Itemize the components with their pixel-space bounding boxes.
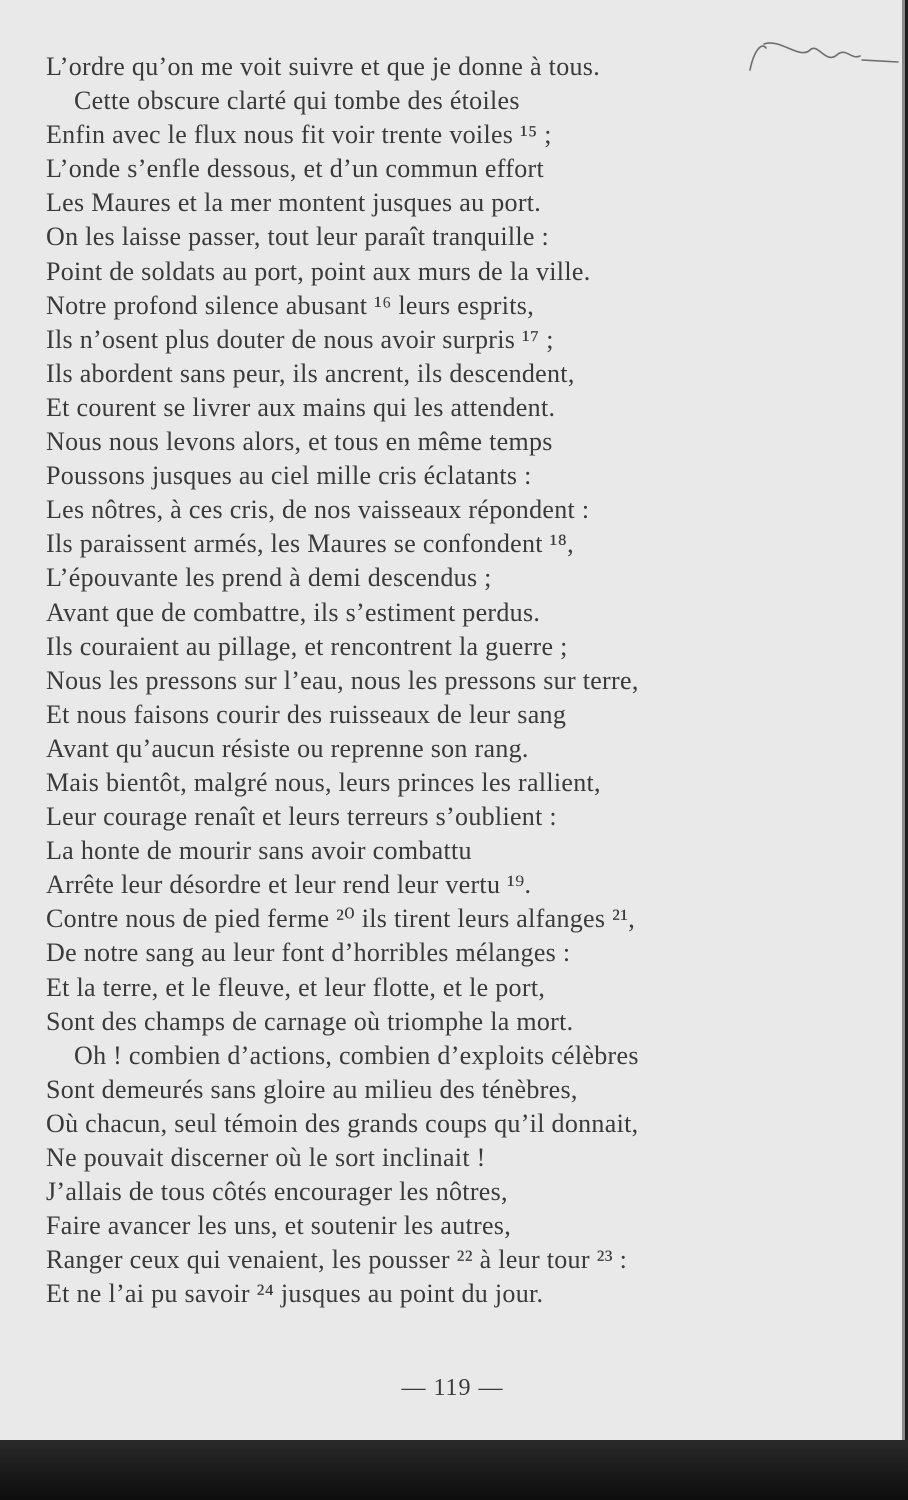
verse-line: Avant que de combattre, ils s’estiment perdus. xyxy=(46,597,541,627)
verse-line: Mais bientôt, malgré nous, leurs princes les rallient, xyxy=(46,767,601,797)
verse-line: L’ordre qu’on me voit suivre et que je donne à tous. xyxy=(46,52,601,81)
verse-line: Notre profond silence abusant ¹⁶ leurs esprits, xyxy=(46,290,535,320)
verse-line: Ils couraient au pillage, et rencontrent la guerre ; xyxy=(46,631,568,661)
verse-line: Faire avancer les uns, et soutenir les autres, xyxy=(46,1211,512,1241)
verse-line: Ils n’osent plus douter de nous avoir surpris ¹⁷ ; xyxy=(46,324,554,354)
verse-line: L’onde s’enfle dessous, et d’un commun effort xyxy=(46,154,545,184)
verse-line: Leur courage renaît et leurs terreurs s’oublient : xyxy=(46,802,557,832)
verse-line: Sont des champs de carnage où triomphe la mort. xyxy=(46,1006,574,1036)
verse-line: Où chacun, seul témoin des grands coups qu’il donnait, xyxy=(46,1108,639,1138)
verse-line: Poussons jusques au ciel mille cris éclatants : xyxy=(46,461,532,491)
verse-line: Les nôtres, à ces cris, de nos vaisseaux répondent : xyxy=(46,495,590,525)
verse-line: Enfin avec le flux nous fit voir trente voiles ¹⁵ ; xyxy=(46,120,552,150)
verse-line: Sont demeurés sans gloire au milieu des ténèbres, xyxy=(46,1074,578,1104)
verse-line: On les laisse passer, tout leur paraît tranquille : xyxy=(46,222,550,252)
verse-line: De notre sang au leur font d’horribles mélanges : xyxy=(46,938,571,968)
verse-line: Point de soldats au port, point aux murs de la ville. xyxy=(46,256,591,286)
verse-line: Et courent se livrer aux mains qui les attendent. xyxy=(46,392,556,422)
verse-line: Cette obscure clarté qui tombe des étoiles xyxy=(74,86,520,116)
verse-line: Ils abordent sans peur, ils ancrent, ils descendent, xyxy=(46,358,575,388)
verse-line: Ranger ceux qui venaient, les pousser ²² à leur tour ²³ : xyxy=(46,1245,628,1275)
verse-line: Les Maures et la mer montent jusques au port. xyxy=(46,188,542,218)
verse-line: Avant qu’aucun résiste ou reprenne son rang. xyxy=(46,733,529,763)
verse-line: Ils paraissent armés, les Maures se confondent ¹⁸, xyxy=(46,529,574,559)
verse-line: Et ne l’ai pu savoir ²⁴ jusques au point du jour. xyxy=(46,1279,544,1309)
verse-line: L’épouvante les prend à demi descendus ; xyxy=(46,563,492,593)
verse-line: Nous nous levons alors, et tous en même temps xyxy=(46,427,553,457)
verse-line: Et nous faisons courir des ruisseaux de leur sang xyxy=(46,699,567,729)
pencil-annotation xyxy=(740,30,900,90)
verse-line: J’allais de tous côtés encourager les nôtres, xyxy=(46,1177,508,1207)
verse-line: Arrête leur désordre et leur rend leur vertu ¹⁹. xyxy=(46,870,532,900)
page-number: — 119 — xyxy=(401,1375,504,1401)
verse-line: Nous les pressons sur l’eau, nous les pressons sur terre, xyxy=(46,665,639,695)
verse-line: Ne pouvait discerner où le sort inclinait ! xyxy=(46,1143,486,1172)
verse-line: Et la terre, et le fleuve, et leur flotte, et le port, xyxy=(46,972,546,1002)
verse-line: La honte de mourir sans avoir combattu xyxy=(46,836,472,866)
verse-passage xyxy=(46,50,639,1311)
verse-line: Contre nous de pied ferme ²⁰ ils tirent leurs alfanges ²¹, xyxy=(46,904,636,934)
scan-bottom-edge xyxy=(0,1440,908,1500)
verse-line: Oh ! combien d’actions, combien d’exploits célèbres xyxy=(74,1040,639,1070)
